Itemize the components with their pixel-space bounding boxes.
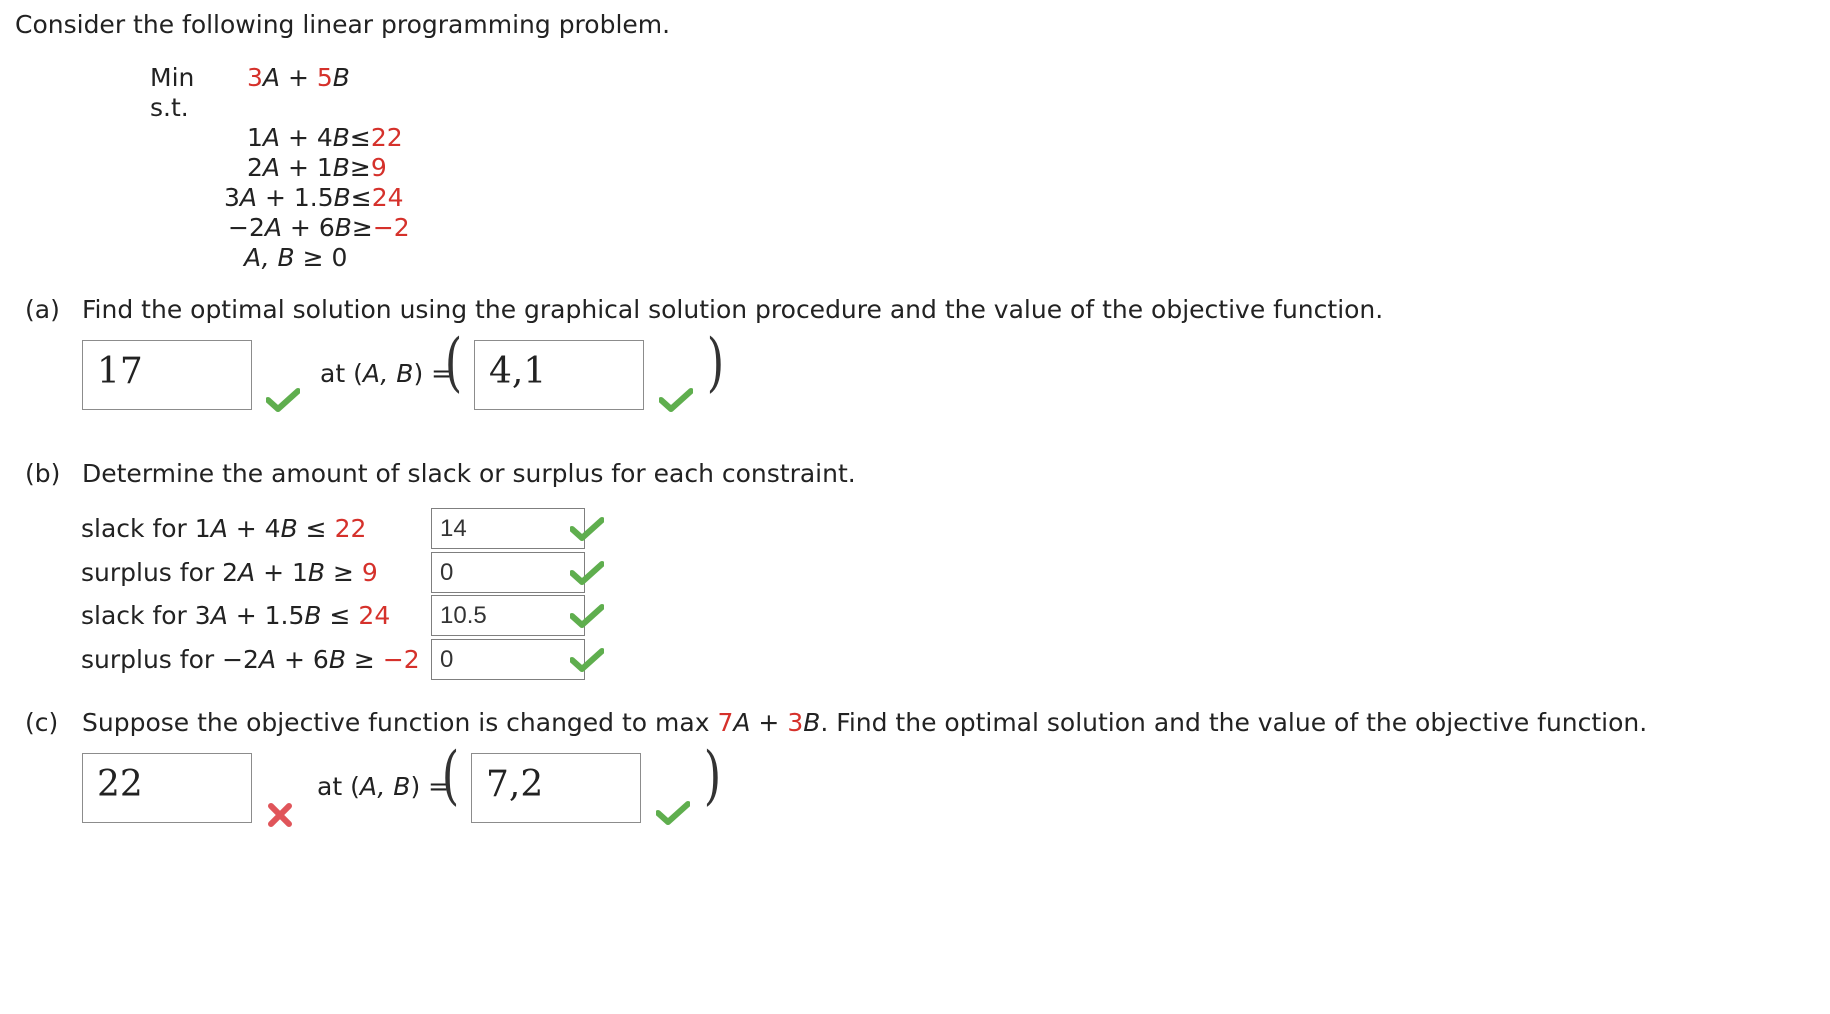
intro-text: Consider the following linear programming problem. — [15, 10, 671, 39]
part-a-value-input[interactable] — [82, 340, 252, 410]
slack-label-3: slack for 3A + 1.5B ≤ 24 — [81, 601, 391, 630]
close-paren: ) — [703, 739, 722, 813]
part-a-point-text: 4,1 — [489, 351, 547, 392]
surplus-label-2: surplus for 2A + 1B ≥ 9 — [81, 558, 378, 587]
slack-input-1-text: 14 — [440, 515, 467, 542]
check-icon — [570, 561, 604, 585]
check-icon — [659, 388, 693, 412]
part-a-question: Find the optimal solution using the graphical solution procedure and the value of the objective function. — [82, 295, 1384, 324]
part-c-point-input[interactable] — [471, 753, 641, 823]
min-label: Min — [150, 63, 195, 92]
surplus-input-4-text: 0 — [440, 646, 454, 673]
nonnegativity-constraint: A, B ≥ 0 — [244, 243, 348, 272]
check-icon — [570, 517, 604, 541]
st-label: s.t. — [150, 93, 189, 122]
surplus-input-2-text: 0 — [440, 559, 454, 586]
part-a-value-text: 17 — [97, 351, 143, 392]
surplus-label-4: surplus for −2A + 6B ≥ −2 — [81, 645, 420, 674]
check-icon — [570, 604, 604, 628]
part-c-letter: (c) — [25, 708, 59, 737]
part-c-value-text: 22 — [97, 764, 143, 805]
check-icon — [570, 648, 604, 672]
open-paren: ( — [441, 739, 460, 813]
slack-input-3-text: 10.5 — [440, 602, 487, 629]
part-c-point-text: 7,2 — [486, 764, 544, 805]
part-a-point-input[interactable] — [474, 340, 644, 410]
part-c-at-label: at (A, B) = — [317, 772, 450, 801]
objective-function: 3A + 5B — [247, 63, 350, 92]
constraint-2: 2A + 1B≥9 — [247, 153, 387, 182]
slack-label-1: slack for 1A + 4B ≤ 22 — [81, 514, 367, 543]
check-icon — [656, 801, 690, 825]
part-b-letter: (b) — [25, 459, 61, 488]
surplus-input-4[interactable] — [431, 639, 585, 680]
part-c-value-input[interactable] — [82, 753, 252, 823]
cross-icon — [267, 802, 293, 828]
slack-input-1[interactable] — [431, 508, 585, 549]
constraint-1: 1A + 4B≤22 — [247, 123, 403, 152]
part-a-letter: (a) — [25, 295, 60, 324]
open-paren: ( — [444, 326, 463, 400]
part-c-question: Suppose the objective function is changed to max 7A + 3B. Find the optimal solution and the value of the objective function. — [82, 708, 1648, 737]
part-b-question: Determine the amount of slack or surplus for each constraint. — [82, 459, 856, 488]
constraint-4: −2A + 6B≥−2 — [228, 213, 410, 242]
check-icon — [266, 388, 300, 412]
part-a-at-label: at (A, B) = — [320, 359, 453, 388]
constraint-3: 3A + 1.5B≤24 — [224, 183, 404, 212]
surplus-input-2[interactable] — [431, 552, 585, 593]
close-paren: ) — [706, 326, 725, 400]
slack-input-3[interactable] — [431, 595, 585, 636]
